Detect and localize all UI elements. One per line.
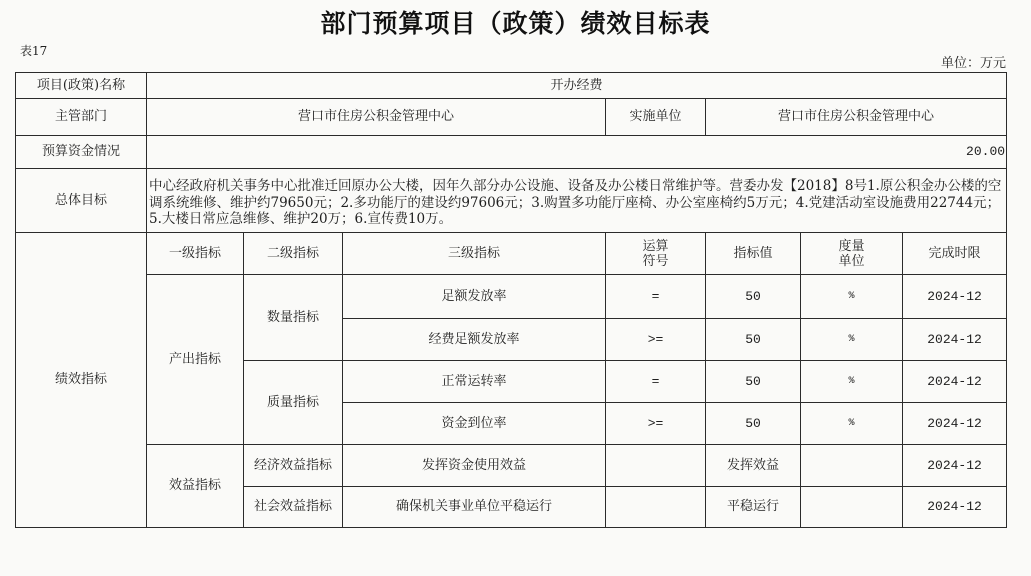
budget-row: [16, 136, 1007, 169]
indicator-name: 发挥资金使用效益: [343, 445, 606, 487]
level1-benefit: 效益指标: [147, 445, 244, 528]
indicator-name: 资金到位率: [343, 403, 606, 445]
implementing-unit-label: 实施单位: [606, 99, 706, 136]
project-name-label: 项目(政策)名称: [16, 73, 147, 99]
indicator-operator-empty: [606, 487, 706, 528]
indicator-row: [16, 275, 1007, 319]
performance-target-table: [15, 72, 1007, 528]
indicator-name: 确保机关事业单位平稳运行: [343, 487, 606, 528]
header-level3: 三级指标: [343, 233, 606, 275]
indicator-deadline: 2024-12: [903, 275, 1007, 319]
department-value: 营口市住房公积金管理中心: [147, 99, 606, 136]
indicator-deadline: 2024-12: [903, 403, 1007, 445]
indicator-value: 50: [706, 319, 801, 361]
header-operator: [606, 233, 706, 275]
project-row: [16, 73, 1007, 99]
goal-row: [16, 169, 1007, 233]
header-operator-line2: 符号: [642, 253, 669, 269]
indicator-operator: >=: [606, 403, 706, 445]
indicator-value: 发挥效益: [706, 445, 801, 487]
level2-economic: 经济效益指标: [244, 445, 343, 487]
header-level2: 二级指标: [244, 233, 343, 275]
indicator-operator: >=: [606, 319, 706, 361]
indicator-deadline: 2024-12: [903, 445, 1007, 487]
indicator-header-row: [16, 233, 1007, 275]
indicator-value: 50: [706, 361, 801, 403]
indicators-label: 绩效指标: [16, 233, 147, 528]
indicator-row: [16, 445, 1007, 487]
header-level1: 一级指标: [147, 233, 244, 275]
unit-label: 单位：万元: [940, 56, 1006, 71]
indicator-name: 足额发放率: [343, 275, 606, 319]
indicator-unit: %: [801, 361, 903, 403]
indicator-value: 平稳运行: [706, 487, 801, 528]
indicator-unit-empty: [801, 445, 903, 487]
header-deadline: 完成时限: [903, 233, 1007, 275]
indicator-unit-empty: [801, 487, 903, 528]
indicator-unit: %: [801, 319, 903, 361]
goal-label: 总体目标: [16, 169, 147, 233]
indicator-name: 经费足额发放率: [343, 319, 606, 361]
project-name-value: 开办经费: [147, 73, 1007, 99]
budget-value: 20.00: [147, 136, 1007, 169]
department-row: [16, 99, 1007, 136]
implementing-unit-value: 营口市住房公积金管理中心: [706, 99, 1007, 136]
level2-quality: 质量指标: [244, 361, 343, 445]
indicator-value: 50: [706, 403, 801, 445]
indicator-operator: =: [606, 275, 706, 319]
level1-output: 产出指标: [147, 275, 244, 445]
table-number: 表17: [20, 44, 48, 58]
indicator-deadline: 2024-12: [903, 487, 1007, 528]
goal-text: 中心经政府机关事务中心批准迁回原办公大楼，因年久部分办公设施、设备及办公楼日常维护等。营委办发【2018】8号1.原公积金办公楼的空调系统维修、维护约79650元；2.多功能厅的建设约97606元；3.购置多功能厅座椅、办公室座椅约5万元；4.党建活动室设施费用22744元；5.大楼日常应急维修、维护20万；6.宣传费10万。: [147, 169, 1007, 233]
indicator-unit: %: [801, 403, 903, 445]
indicator-operator: =: [606, 361, 706, 403]
indicator-unit: %: [801, 275, 903, 319]
level2-quantity: 数量指标: [244, 275, 343, 361]
indicator-name: 正常运转率: [343, 361, 606, 403]
indicator-deadline: 2024-12: [903, 319, 1007, 361]
budget-label: 预算资金情况: [16, 136, 147, 169]
indicator-value: 50: [706, 275, 801, 319]
header-unit: [801, 233, 903, 275]
header-unit-line1: 度量: [838, 238, 865, 254]
page-title: 部门预算项目（政策）绩效目标表: [320, 9, 711, 38]
header-unit-line2: 单位: [838, 253, 865, 269]
level2-social: 社会效益指标: [244, 487, 343, 528]
indicator-operator-empty: [606, 445, 706, 487]
header-operator-line1: 运算: [642, 238, 669, 254]
indicator-deadline: 2024-12: [903, 361, 1007, 403]
header-value: 指标值: [706, 233, 801, 275]
department-label: 主管部门: [16, 99, 147, 136]
